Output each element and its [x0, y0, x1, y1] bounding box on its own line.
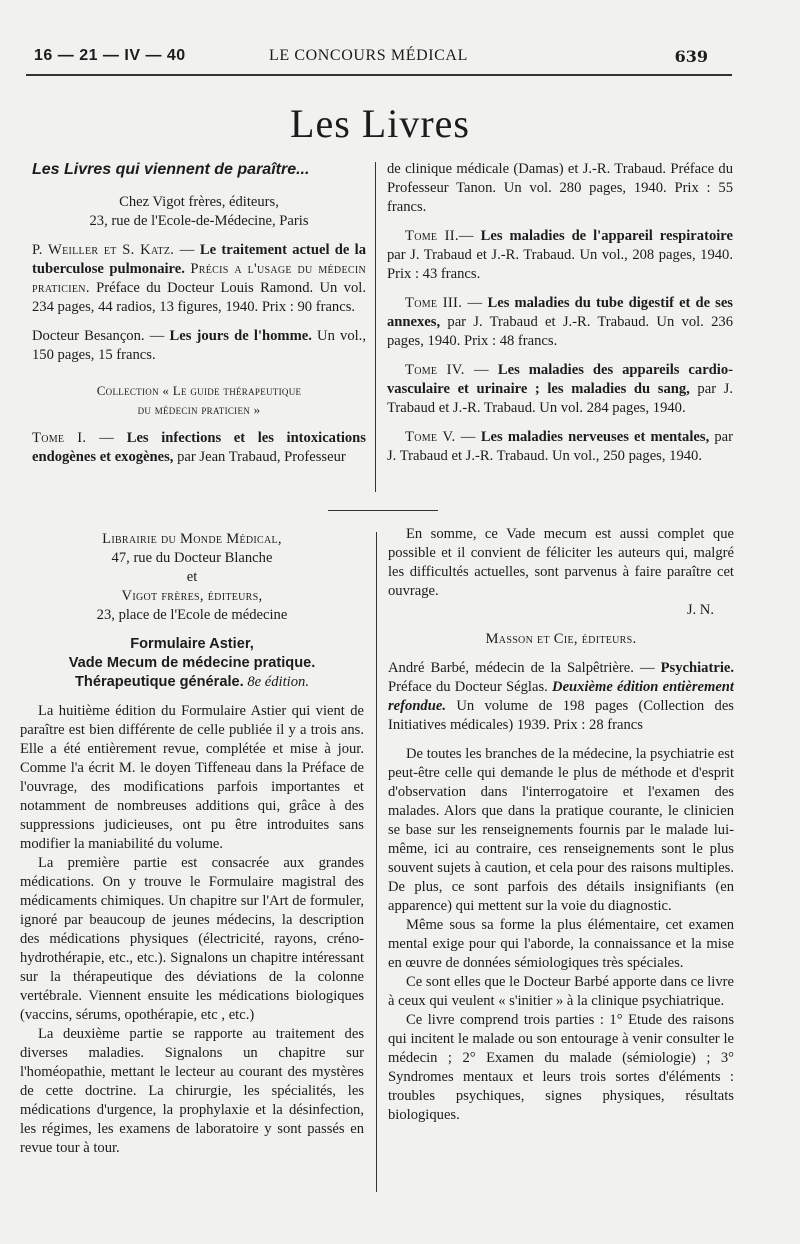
entry-title: Les jours de l'homme.	[169, 328, 312, 344]
entry-details: Un volume de 198 pages (Collection des Initiatives médicales) 1939. Prix : 28 francs	[388, 698, 734, 733]
entry-authors: P. Weiller et S. Katz. —	[32, 242, 195, 258]
entry-title: Les maladies de l'appareil respiratoire	[480, 228, 733, 244]
entry-details: par J. Trabaud et J.-R. Trabaud. Un vol. 284 pages, 1940.	[387, 381, 733, 416]
publisher-line: Chez Vigot frères, éditeurs,	[119, 194, 279, 210]
review-signature: J. N.	[686, 602, 714, 618]
entry-details: par J. Trabaud et J.-R. Trabaud. Un vol., 250 pages, 1940.	[387, 429, 733, 464]
entry-title: Les maladies des appareils cardio-vasculaire et urinaire ; les maladies du sang,	[387, 362, 733, 397]
entry-details: par J. Trabaud et J.-R. Trabaud. Un vol. 236 pages, 1940. Prix : 48 francs.	[387, 314, 733, 349]
collection-heading-2: du médecin praticien »	[137, 402, 261, 417]
column-bottom-right	[388, 525, 734, 1125]
book-entry	[32, 241, 366, 317]
entry-details: Un vol., 150 pages, 15 francs.	[32, 328, 366, 363]
review-paragraph: Ce livre comprend trois parties : 1° Etude des raisons qui incitent le malade ou son entourage à venir consulter le médecin ; 2° Examen du malade (sémiologie) ; 3° Syndromes mentaux et leurs trois sortes d'éléments : troubles psychiques, signes physiques, résultats biologiques.	[388, 1012, 734, 1123]
collection-heading: Collection « Le guide thérapeutique	[96, 383, 302, 398]
book-entry	[387, 361, 733, 418]
column-divider-top	[375, 162, 376, 492]
tome-label: Tome II.—	[405, 228, 474, 244]
tome-label: Tome III. —	[405, 295, 483, 311]
entry-title: Psychiatrie.	[660, 660, 734, 676]
entry-title: Le traitement actuel de la tuberculose pulmonaire.	[32, 242, 367, 277]
page-number: 639	[674, 47, 708, 66]
publisher-address: 47, rue du Docteur Blanche	[111, 550, 273, 566]
entry-title: Les maladies du tube digestif et de ses annexes,	[387, 295, 733, 330]
book-entry	[387, 227, 733, 284]
review-paragraph: Ce sont elles que le Docteur Barbé apporte dans ce livre à ceux qui veulent « s'initier » à la clinique psychiatrique.	[388, 974, 734, 1009]
review-paragraph: De toutes les branches de la médecine, la psychiatrie est peut-être celle qui demande le plus de méthode et d'esprit d'observation dans l'interrogatoire et l'examen des malades. Alors que dans la pratique courante, le clinicien se base sur les renseignements fournis par le malade lui-même, ici au contraire, ces renseignements sont le plus souvent sujets à caution, et cela pour des raisons multiples. De plus, ce sont parfois des détails insignifiants (en apparence) qui mettent sur la voie du diagnostic.	[388, 746, 734, 914]
page-header	[34, 47, 728, 69]
publisher-line: Masson et Cie, éditeurs.	[485, 631, 637, 647]
entry-title: Les infections et les intoxications endogènes et exogènes,	[32, 430, 366, 465]
book-entry	[387, 294, 733, 351]
entry-continuation: de clinique médicale (Damas) et J.-R. Trabaud. Préface du Professeur Tanon. Un vol. 280 pages, 1940. Prix : 55 francs.	[387, 161, 733, 215]
section-title: Les Livres qui viennent de paraître...	[32, 161, 310, 178]
publisher-address: 23, place de l'Ecole de médecine	[96, 607, 288, 623]
entry-edition: Deuxième édition entièrement refondue.	[388, 679, 734, 714]
review-paragraph: La huitième édition du Formulaire Astier qui vient de paraître est bien différente de celle publiée il y a trois ans. Elle a été entièrement revue, complétée et mise à jour. Comme l'a écrit M. le doyen Tiffeneau dans la Préface de l'ouvrage, des modifications parfois importantes et notamment de nombreuses additions qui, grâce à des suppressions judicieuses, ont pu être introduites sans modifier la maniabilité du volume.	[20, 703, 364, 852]
journal-title: LE CONCOURS MÉDICAL	[269, 47, 468, 64]
review-paragraph: Même sous sa forme la plus élémentaire, cet examen mental exige pour qui l'aborde, la connaissance et la mise en œuvre de données sémiologiques très spéciales.	[388, 917, 734, 971]
book-entry	[32, 429, 366, 467]
tome-label: Tome IV. —	[405, 362, 489, 378]
entry-series: Précis a l'usage du médecin praticien.	[32, 261, 366, 296]
book-title: Formulaire Astier,	[130, 636, 254, 652]
entry-authors: Docteur Besançon. —	[32, 328, 165, 344]
column-divider-bottom	[376, 532, 377, 1192]
review-paragraph: En somme, ce Vade mecum est aussi complet que possible et il convient de féliciter les auteurs qui, malgré les difficultés actuelles, sont parvenus à faire paraître cet ouvrage.	[388, 526, 734, 599]
book-edition: 8e édition.	[247, 674, 309, 690]
issue-date: 16 — 21 — IV — 40	[34, 47, 186, 64]
book-subtitle	[20, 654, 364, 692]
section-separator	[328, 510, 438, 511]
entry-details: Préface du Docteur Louis Ramond. Un vol. 234 pages, 44 radios, 13 figures, 1940. Prix : 90 francs.	[32, 280, 366, 315]
header-rule	[26, 74, 732, 76]
book-entry	[387, 428, 733, 466]
publisher-conjunction: et	[186, 569, 198, 585]
column-top-right	[387, 160, 733, 466]
book-entry	[32, 327, 366, 365]
publisher-address: 23, rue de l'Ecole-de-Médecine, Paris	[89, 213, 309, 229]
entry-authors: André Barbé, médecin de la Salpêtrière. —	[388, 660, 655, 676]
page-title: Les Livres	[290, 101, 470, 146]
review-paragraph: La première partie est consacrée aux grandes médications. On y trouve le Formulaire magistral des médicaments chimiques. Un chapitre sur l'Art de formuler, ignoré par beaucoup de jeunes médecins, la description des médications physiques (électricité, rayons, créno-hydrothérapie, etc., etc.). Signalons un chapitre intéressant sur la thérapeutique des déviations de la colonne vertébrale. Viennent ensuite les médications biologiques (vaccins, sérums, opothérapie, etc , etc.)	[20, 855, 364, 1023]
review-paragraph: La deuxième partie se rapporte au traitement des diverses maladies. Signalons un chapitre sur l'homéopathie, mettant le lecteur au courant des mystères de cette doctrine. La chirurgie, les spécialités, les médications d'urgence, la prophylaxie et la désinfection, les régimes, les examens de laboratoire y sont passés en revue tour à tour.	[20, 1026, 364, 1156]
column-top-left	[32, 160, 366, 467]
column-bottom-left	[20, 530, 364, 1158]
publisher-line: Librairie du Monde Médical,	[102, 531, 282, 547]
entry-details: par Jean Trabaud, Professeur	[177, 449, 346, 465]
entry-details: par J. Trabaud et J.-R. Trabaud. Un vol., 208 pages, 1940. Prix : 43 francs.	[387, 247, 733, 282]
book-entry	[388, 659, 734, 735]
book-subtitle-text: Vade Mecum de médecine pratique. Thérapeutique générale.	[68, 655, 316, 690]
tome-label: Tome V. —	[405, 429, 476, 445]
publisher-line: Vigot frères, éditeurs,	[121, 588, 263, 604]
entry-preface: Préface du Docteur Séglas.	[388, 679, 548, 695]
tome-label: Tome I. —	[32, 430, 115, 446]
entry-title: Les maladies nerveuses et mentales,	[480, 429, 710, 445]
